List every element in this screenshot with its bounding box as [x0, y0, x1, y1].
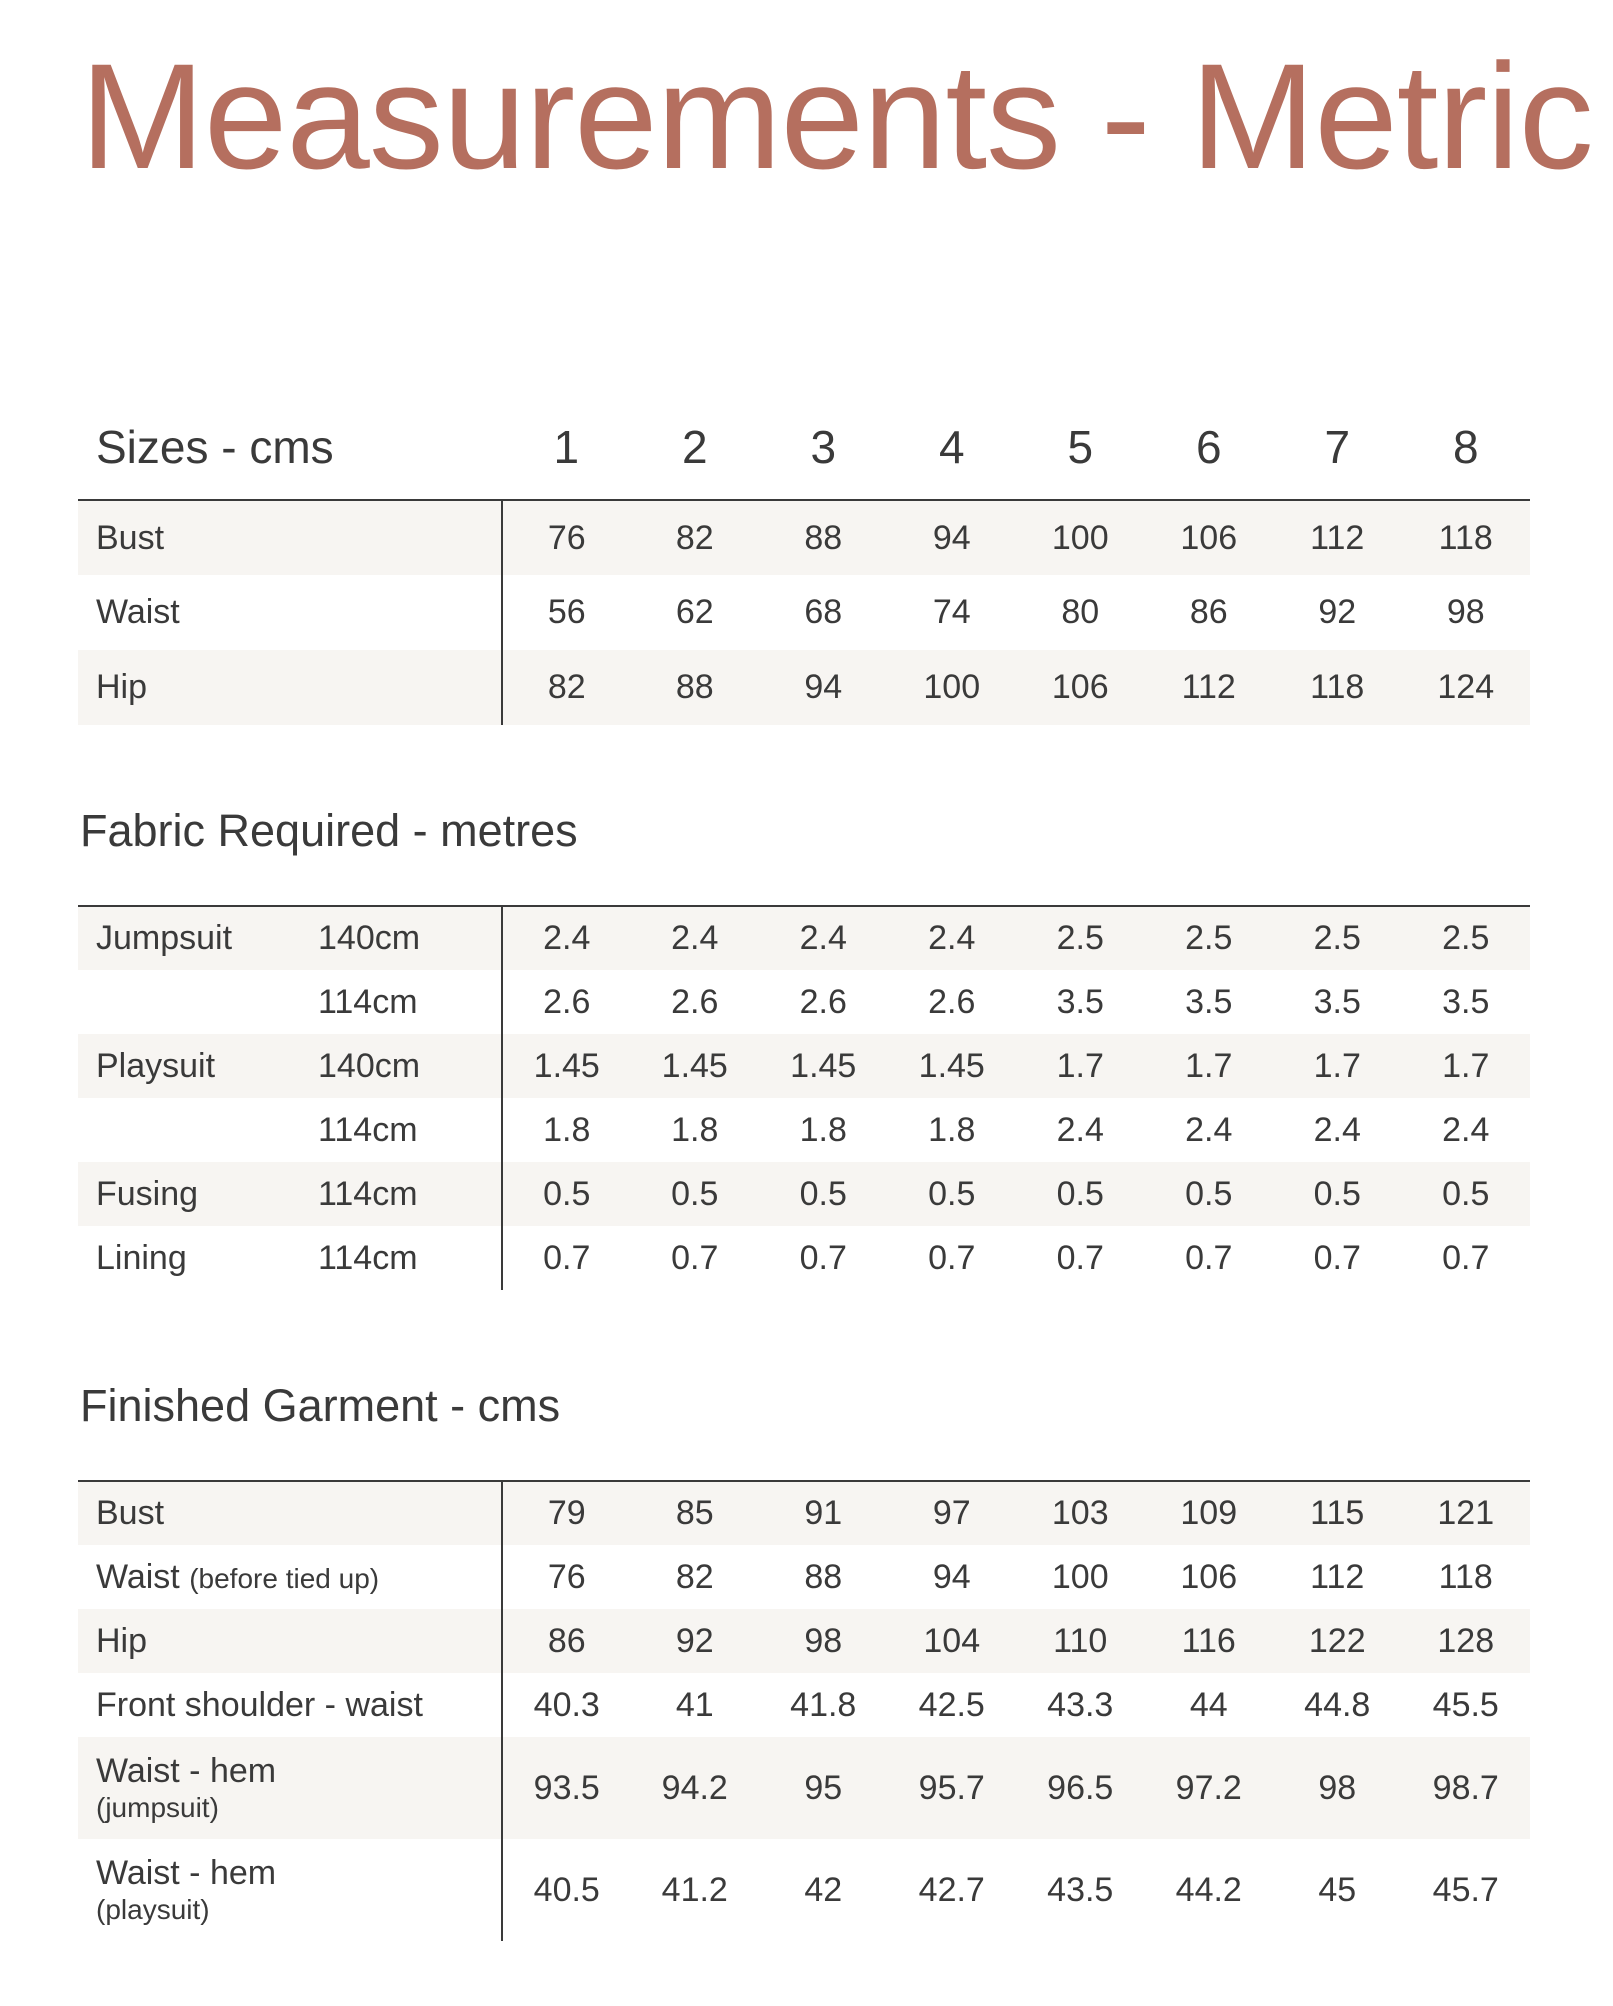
- garment-value: 82: [675, 1557, 714, 1596]
- fabric-value: 0.5: [1402, 1162, 1531, 1226]
- fabric-value: 1.8: [799, 1110, 847, 1149]
- size-value: 80: [1061, 593, 1100, 631]
- fabric-value: 3.5: [1442, 982, 1490, 1021]
- garment-value: 45.5: [1432, 1685, 1499, 1724]
- garment-value: 45: [1318, 1870, 1357, 1909]
- fabric-value: 1.8: [671, 1110, 719, 1149]
- garment-value: 44: [1189, 1685, 1228, 1724]
- fabric-value: 1.7: [1402, 1034, 1531, 1098]
- size-header: 1: [502, 395, 631, 500]
- size-value: 112: [1273, 500, 1402, 575]
- garment-value: 100: [1051, 1557, 1109, 1596]
- sizes-row-waist: [78, 575, 1530, 650]
- sizes-row-hip: [78, 650, 1530, 725]
- fabric-row: [78, 1098, 1530, 1162]
- fabric-value: 0.7: [799, 1238, 847, 1277]
- fabric-width: 114cm: [318, 1238, 418, 1277]
- garment-label-text: Waist - hem: [96, 1853, 277, 1892]
- size-value: 62: [675, 593, 714, 631]
- fabric-value: 1.45: [888, 1034, 1017, 1098]
- garment-table: [78, 1480, 1530, 1941]
- garment-label: [78, 1737, 502, 1839]
- fabric-value: 2.6: [502, 970, 631, 1034]
- garment-value: 41: [675, 1685, 714, 1724]
- garment-value: 97.2: [1145, 1737, 1274, 1839]
- size-value: 76: [502, 500, 631, 575]
- garment-row: [78, 1737, 1530, 1839]
- size-value: 100: [1016, 500, 1145, 575]
- size-header: 8: [1402, 395, 1531, 500]
- size-header: 4: [888, 395, 1017, 500]
- garment-label: [78, 1481, 502, 1545]
- fabric-value: 0.7: [671, 1238, 719, 1277]
- size-value: 112: [1145, 650, 1274, 725]
- fabric-value: 3.5: [1313, 982, 1361, 1021]
- garment-row: [78, 1839, 1530, 1941]
- garment-value: 118: [1438, 1557, 1493, 1596]
- garment-value: 42.7: [918, 1870, 985, 1909]
- fabric-value: 0.5: [631, 1162, 760, 1226]
- size-header: 5: [1016, 395, 1145, 500]
- size-value: 124: [1402, 650, 1531, 725]
- garment-label-sub: (playsuit): [96, 1893, 210, 1925]
- fabric-width: 140cm: [318, 1034, 502, 1098]
- fabric-value: 0.7: [1442, 1238, 1490, 1277]
- fabric-heading: Fabric Required - metres: [80, 805, 578, 856]
- fabric-value: 2.5: [1016, 906, 1145, 970]
- garment-value: 98.7: [1402, 1737, 1531, 1839]
- garment-label: [78, 1609, 502, 1673]
- garment-value: 94.2: [631, 1737, 760, 1839]
- fabric-value: 1.7: [1016, 1034, 1145, 1098]
- fabric-width: 114cm: [318, 1110, 418, 1149]
- size-value: 118: [1273, 650, 1402, 725]
- garment-row: [78, 1481, 1530, 1545]
- fabric-value: 0.7: [1185, 1238, 1233, 1277]
- garment-value: 104: [888, 1609, 1017, 1673]
- row-label: Hip: [78, 650, 502, 725]
- fabric-label: Fusing: [78, 1162, 318, 1226]
- fabric-value: 0.5: [759, 1162, 888, 1226]
- size-value: 74: [932, 593, 971, 631]
- fabric-value: 3.5: [1056, 982, 1104, 1021]
- garment-value: 116: [1145, 1609, 1274, 1673]
- fabric-value: 0.5: [888, 1162, 1017, 1226]
- garment-value: 40.3: [502, 1673, 631, 1737]
- fabric-value: 2.6: [799, 982, 847, 1021]
- garment-value: 91: [759, 1481, 888, 1545]
- fabric-value: 2.4: [759, 906, 888, 970]
- fabric-width: 114cm: [318, 1162, 502, 1226]
- garment-value: 79: [502, 1481, 631, 1545]
- garment-value: 97: [888, 1481, 1017, 1545]
- garment-value: 98: [759, 1609, 888, 1673]
- row-label: Waist: [96, 593, 180, 631]
- garment-label-text: Front shoulder - waist: [96, 1685, 423, 1724]
- garment-row: [78, 1673, 1530, 1737]
- fabric-row: [78, 1162, 1530, 1226]
- size-value: 94: [759, 650, 888, 725]
- size-header: 6: [1145, 395, 1274, 500]
- fabric-value: 2.6: [671, 982, 719, 1021]
- fabric-label: Jumpsuit: [78, 906, 318, 970]
- fabric-value: 2.5: [1402, 906, 1531, 970]
- fabric-row: [78, 970, 1530, 1034]
- garment-row: [78, 1545, 1530, 1609]
- garment-value: 88: [804, 1557, 843, 1596]
- garment-value: 106: [1180, 1557, 1238, 1596]
- garment-label-text: Hip: [96, 1621, 148, 1660]
- garment-value: 109: [1145, 1481, 1274, 1545]
- size-value: 88: [631, 650, 760, 725]
- garment-value: 98: [1273, 1737, 1402, 1839]
- garment-value: 110: [1016, 1609, 1145, 1673]
- garment-value: 85: [631, 1481, 760, 1545]
- fabric-value: 0.5: [1016, 1162, 1145, 1226]
- garment-value: 112: [1310, 1557, 1365, 1596]
- fabric-value: 1.7: [1145, 1034, 1274, 1098]
- garment-value: 42.5: [918, 1685, 985, 1724]
- sizes-header-row: [78, 395, 1530, 500]
- garment-value: 94: [932, 1557, 971, 1596]
- garment-value: 115: [1273, 1481, 1402, 1545]
- size-value: 118: [1402, 500, 1531, 575]
- size-header: 3: [759, 395, 888, 500]
- size-value: 68: [804, 593, 843, 631]
- size-value: 92: [1318, 593, 1357, 631]
- garment-label: [78, 1673, 502, 1737]
- garment-value: 95: [759, 1737, 888, 1839]
- row-label: Bust: [78, 500, 502, 575]
- garment-value: 86: [502, 1609, 631, 1673]
- garment-value: 121: [1402, 1481, 1531, 1545]
- fabric-value: 0.5: [1145, 1162, 1274, 1226]
- size-value: 98: [1446, 593, 1485, 631]
- fabric-value: 2.4: [502, 906, 631, 970]
- fabric-width: 114cm: [318, 982, 418, 1021]
- garment-label-note: (before tied up): [189, 1562, 380, 1594]
- size-value: 94: [888, 500, 1017, 575]
- fabric-value: 2.4: [631, 906, 760, 970]
- fabric-value: 1.45: [759, 1034, 888, 1098]
- garment-value: 44.8: [1304, 1685, 1371, 1724]
- fabric-value: 1.7: [1273, 1034, 1402, 1098]
- garment-value: 45.7: [1432, 1870, 1499, 1909]
- size-value: 86: [1189, 593, 1228, 631]
- garment-label-text: Waist: [96, 1557, 180, 1596]
- fabric-value: 0.7: [502, 1226, 631, 1290]
- fabric-label: [78, 1098, 318, 1162]
- fabric-value: 2.4: [1056, 1110, 1104, 1149]
- fabric-label: Lining: [96, 1238, 187, 1277]
- sizes-header-label: Sizes - cms: [78, 395, 502, 500]
- garment-value: 40.5: [502, 1839, 631, 1941]
- sizes-row-bust: [78, 500, 1530, 575]
- garment-value: 92: [631, 1609, 760, 1673]
- garment-label-sub: (jumpsuit): [96, 1791, 219, 1823]
- garment-row: [78, 1609, 1530, 1673]
- fabric-value: 0.5: [502, 1162, 631, 1226]
- garment-value: 41.2: [661, 1870, 728, 1909]
- size-header: 2: [631, 395, 760, 500]
- garment-value: 96.5: [1016, 1737, 1145, 1839]
- fabric-value: 0.5: [1273, 1162, 1402, 1226]
- garment-label: [78, 1545, 502, 1609]
- fabric-table: [78, 905, 1530, 1290]
- fabric-value: 2.4: [1442, 1110, 1490, 1149]
- size-value: 56: [502, 575, 631, 650]
- garment-value: 122: [1273, 1609, 1402, 1673]
- fabric-value: 2.4: [888, 906, 1017, 970]
- fabric-label: [78, 970, 318, 1034]
- sizes-table: [78, 395, 1530, 725]
- size-value: 106: [1016, 650, 1145, 725]
- size-header: 7: [1273, 395, 1402, 500]
- garment-label-text: Bust: [96, 1494, 165, 1532]
- garment-value: 44.2: [1175, 1870, 1242, 1909]
- fabric-value: 1.45: [502, 1034, 631, 1098]
- fabric-value: 0.7: [1313, 1238, 1361, 1277]
- fabric-value: 0.7: [928, 1238, 976, 1277]
- fabric-width: 140cm: [318, 906, 502, 970]
- garment-value: 128: [1402, 1609, 1531, 1673]
- fabric-value: 1.8: [928, 1110, 976, 1149]
- garment-heading: Finished Garment - cms: [80, 1380, 561, 1431]
- fabric-value: 2.5: [1145, 906, 1274, 970]
- fabric-value: 2.4: [1185, 1110, 1233, 1149]
- fabric-row: [78, 1034, 1530, 1098]
- page-title: Measurements - Metric: [80, 32, 1593, 200]
- garment-value: 76: [502, 1545, 631, 1609]
- garment-value: 95.7: [888, 1737, 1017, 1839]
- garment-value: 42: [804, 1870, 843, 1909]
- garment-value: 43.5: [1047, 1870, 1114, 1909]
- garment-label: [78, 1839, 502, 1941]
- fabric-label: Playsuit: [78, 1034, 318, 1098]
- size-value: 106: [1145, 500, 1274, 575]
- garment-label-text: Waist - hem: [96, 1751, 277, 1790]
- size-value: 100: [888, 650, 1017, 725]
- size-value: 82: [631, 500, 760, 575]
- fabric-row: [78, 1226, 1530, 1290]
- garment-value: 43.3: [1047, 1685, 1114, 1724]
- garment-value: 93.5: [502, 1737, 631, 1839]
- fabric-row: [78, 906, 1530, 970]
- size-value: 88: [759, 500, 888, 575]
- fabric-value: 2.5: [1273, 906, 1402, 970]
- garment-value: 103: [1016, 1481, 1145, 1545]
- fabric-value: 1.8: [502, 1098, 631, 1162]
- fabric-value: 2.4: [1313, 1110, 1361, 1149]
- size-value: 82: [502, 650, 631, 725]
- fabric-value: 2.6: [928, 982, 976, 1021]
- fabric-value: 3.5: [1185, 982, 1233, 1021]
- fabric-value: 0.7: [1056, 1238, 1104, 1277]
- garment-value: 41.8: [790, 1685, 857, 1724]
- fabric-value: 1.45: [631, 1034, 760, 1098]
